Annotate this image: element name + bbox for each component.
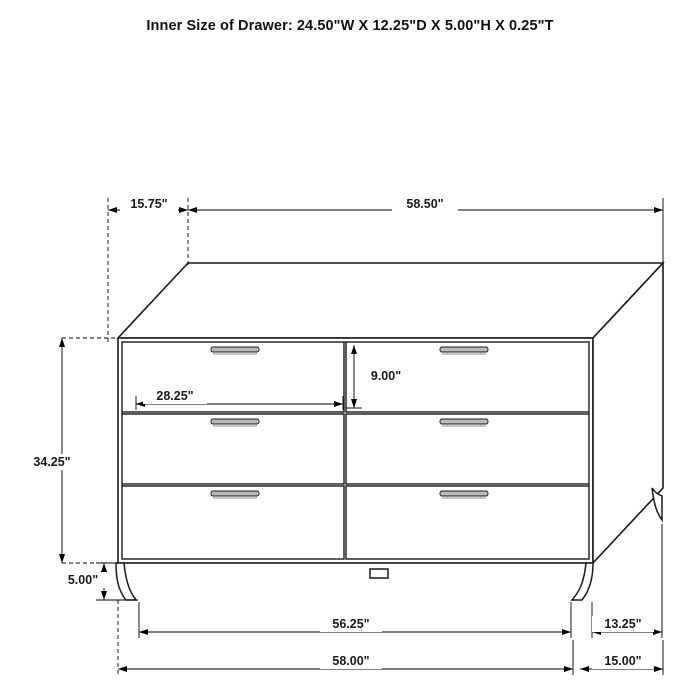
label-base-width-outer: 58.00" xyxy=(332,654,370,668)
drawer-front xyxy=(122,486,344,559)
page-title: Inner Size of Drawer: 24.50"W X 12.25"D X 5.00"H X 0.25"T xyxy=(146,18,554,34)
drawer-pull-icon xyxy=(211,419,259,424)
label-side-depth-outer: 15.00" xyxy=(604,654,642,668)
label-drawer-height-inner: 9.00" xyxy=(370,369,402,383)
drawer-pull-icon xyxy=(440,347,488,352)
label-drawer-width-inner: 28.25" xyxy=(156,389,194,403)
drawer-pull-icon xyxy=(440,491,488,496)
drawer-pull-icon xyxy=(440,419,488,424)
drawer-pull-icon xyxy=(211,347,259,352)
drawer-pull-icon xyxy=(211,491,259,496)
label-leg-height: 5.00" xyxy=(67,573,99,587)
label-total-height: 34.25" xyxy=(33,455,71,469)
label-side-depth-inner: 13.25" xyxy=(604,617,642,631)
drawer-front xyxy=(122,414,344,484)
drawer-fronts xyxy=(122,342,589,559)
label-depth-top-left: 15.75" xyxy=(130,197,168,211)
drawer-front xyxy=(346,414,589,484)
label-base-width-inner: 56.25" xyxy=(332,617,370,631)
drawer-front xyxy=(346,486,589,559)
label-width-top: 58.50" xyxy=(406,197,444,211)
